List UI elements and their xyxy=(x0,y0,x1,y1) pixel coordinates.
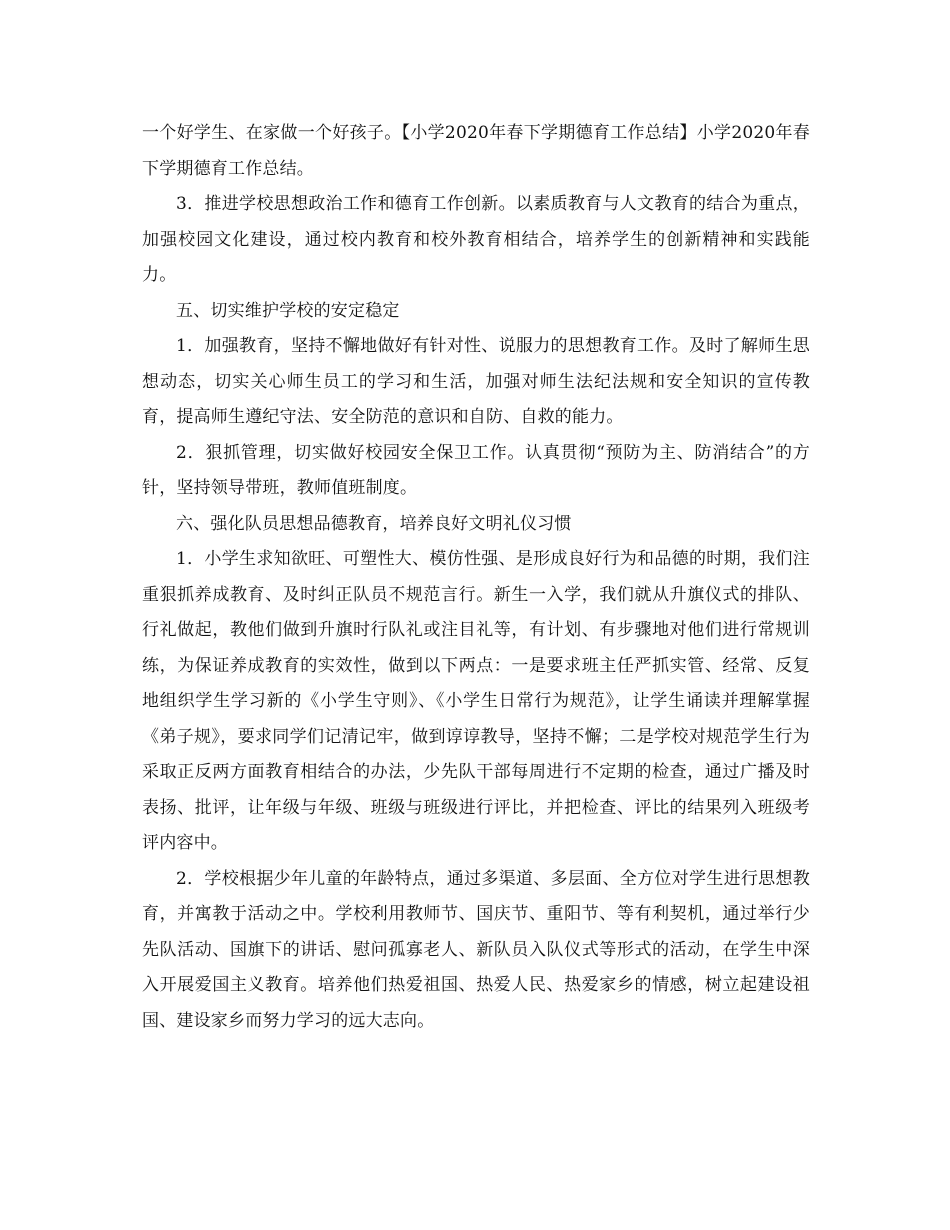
section-heading-six: 六、强化队员思想品德教育，培养良好文明礼仪习惯 xyxy=(176,513,572,534)
paragraph-item-2-management: 2．狠抓管理，切实做好校园安全保卫工作。认真贯彻“预防为主、防消结合”的方针，坚持领导带班，教师值班制度。 xyxy=(142,442,810,498)
document-body xyxy=(142,116,810,1039)
paragraph-item-2-activities: 2．学校根据少年儿童的年龄特点，通过多渠道、多层面、全方位对学生进行思想教育，并寓教于活动之中。学校利用教师节、国庆节、重阳节、等有利契机，通过举行少先队活动、国旗下的讲话、慰问孤寡老人、新队员入队仪式等形式的活动，在学生中深入开展爱国主义教育。培养他们热爱祖国、热爱人民、热爱家乡的情感，树立起建设祖国、建设家乡而努力学习的远大志向。 xyxy=(142,868,810,1031)
paragraph-continuation: 一个好学生、在家做一个好孩子。【小学2020年春下学期德育工作总结】小学2020年春下学期德育工作总结。 xyxy=(142,123,810,179)
section-heading-five: 五、切实维护学校的安定稳定 xyxy=(176,300,400,321)
paragraph-item-1-habits: 1．小学生求知欲旺、可塑性大、模仿性强、是形成良好行为和品德的时期，我们注重狠抓养成教育、及时纠正队员不规范言行。新生一入学，我们就从升旗仪式的排队、行礼做起，教他们做到升旗时行队礼或注目礼等，有计划、有步骤地对他们进行常规训练，为保证养成教育的实效性，做到以下两点：一是要求班主任严抓实管、经常、反复地组织学生学习新的《小学生守则》、《小学生日常行为规范》，让学生诵读并理解掌握《弟子规》，要求同学们记清记牢，做到谆谆教导，坚持不懈；二是学校对规范学生行为采取正反两方面教育相结合的办法，少先队干部每周进行不定期的检查，通过广播及时表扬、批评，让年级与年级、班级与班级进行评比，并把检查、评比的结果列入班级考评内容中。 xyxy=(142,549,810,853)
paragraph-item-1-education: 1．加强教育，坚持不懈地做好有针对性、说服力的思想教育工作。及时了解师生思想动态，切实关心师生员工的学习和生活，加强对师生法纪法规和安全知识的宣传教育，提高师生遵纪守法、安全防范的意识和自防、自救的能力。 xyxy=(142,336,810,427)
paragraph-item-3-innovation: 3．推进学校思想政治工作和德育工作创新。以素质教育与人文教育的结合为重点，加强校园文化建设，通过校内教育和校外教育相结合，培养学生的创新精神和实践能力。 xyxy=(142,194,810,285)
